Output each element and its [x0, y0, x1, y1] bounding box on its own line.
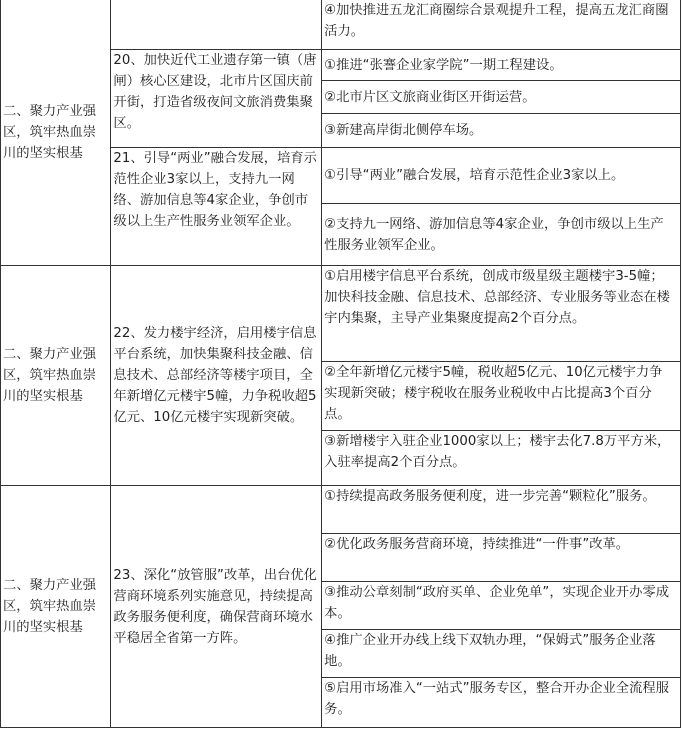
task-cell: 22、发力楼宇经济，启用楼宇信息平台系统，加快集聚科技金融、信息技术、总部经济等楼宇项目，全年新增亿元楼宇5幢，力争税收超5亿元、10亿元楼宇实现新突破。 — [111, 266, 322, 486]
task-cell: 23、深化“放管服”改革，出台优化营商环境系列实施意见，持续提高政务服务便利度，确保营商环境水平稳居全省第一方阵。 — [111, 486, 322, 728]
item-cell: ③新建高岸街北侧停车场。 — [322, 114, 681, 148]
item-cell: ①推进“张謇企业家学院”一期工程建设。 — [322, 50, 681, 81]
item-cell: ②优化政务服务营商环境，持续推进“一件事”改革。 — [322, 534, 681, 582]
task-cell: 20、加快近代工业遗存第一镇（唐闸）核心区建设，北市片区国庆前开街，打造省级夜间文旅消费集聚区。 — [111, 50, 322, 148]
item-cell: ②支持九一网络、游加信息等4家企业，争创市级以上生产性服务业领军企业。 — [322, 204, 681, 266]
item-cell: ②北市片区文旅商业街区开街运营。 — [322, 81, 681, 114]
task-cell: 21、引导“两业”融合发展，培育示范性企业3家以上，支持九一网络、游加信息等4家企业，争创市级以上生产性服务业领军企业。 — [111, 148, 322, 266]
table-row — [1, 266, 681, 362]
item-cell: ③新增楼宇入驻企业1000家以上；楼宇去化7.8万平方米，入驻率提高2个百分点。 — [322, 431, 681, 486]
item-cell: ④推广企业开办线上线下双轨办理，“保姆式”服务企业落地。 — [322, 630, 681, 678]
item-cell: ③推动公章刻制“政府买单、企业免单”，实现企业开办零成本。 — [322, 582, 681, 630]
item-cell: ⑤启用市场准入“一站式”服务专区，整合开办企业全流程服务。 — [322, 678, 681, 728]
category-cell: 二、聚力产业强区，筑牢热血崇川的坚实根基 — [1, 486, 111, 728]
category-cell: 二、聚力产业强区，筑牢热血崇川的坚实根基 — [1, 266, 111, 486]
item-cell: ①启用楼宇信息平台系统，创成市级星级主题楼宇3-5幢；加快科技金融、信息技术、总部经济、专业服务等业态在楼宇内集聚，主导产业集聚度提高2个百分点。 — [322, 266, 681, 362]
task-cell — [111, 0, 322, 50]
item-cell: ①引导“两业”融合发展，培育示范性企业3家以上。 — [322, 148, 681, 204]
item-cell: ②全年新增亿元楼宇5幢，税收超5亿元、10亿元楼宇力争实现新突破；楼宇税收在服务业税收中占比提高3个百分点。 — [322, 362, 681, 431]
item-cell: ①持续提高政务服务便利度，进一步完善“颗粒化”服务。 — [322, 486, 681, 534]
item-cell: ④加快推进五龙汇商圈综合景观提升工程，提高五龙汇商圈活力。 — [322, 0, 681, 50]
table-row — [1, 486, 681, 534]
category-cell: 二、聚力产业强区，筑牢热血崇川的坚实根基 — [1, 0, 111, 266]
table-row — [1, 0, 681, 50]
